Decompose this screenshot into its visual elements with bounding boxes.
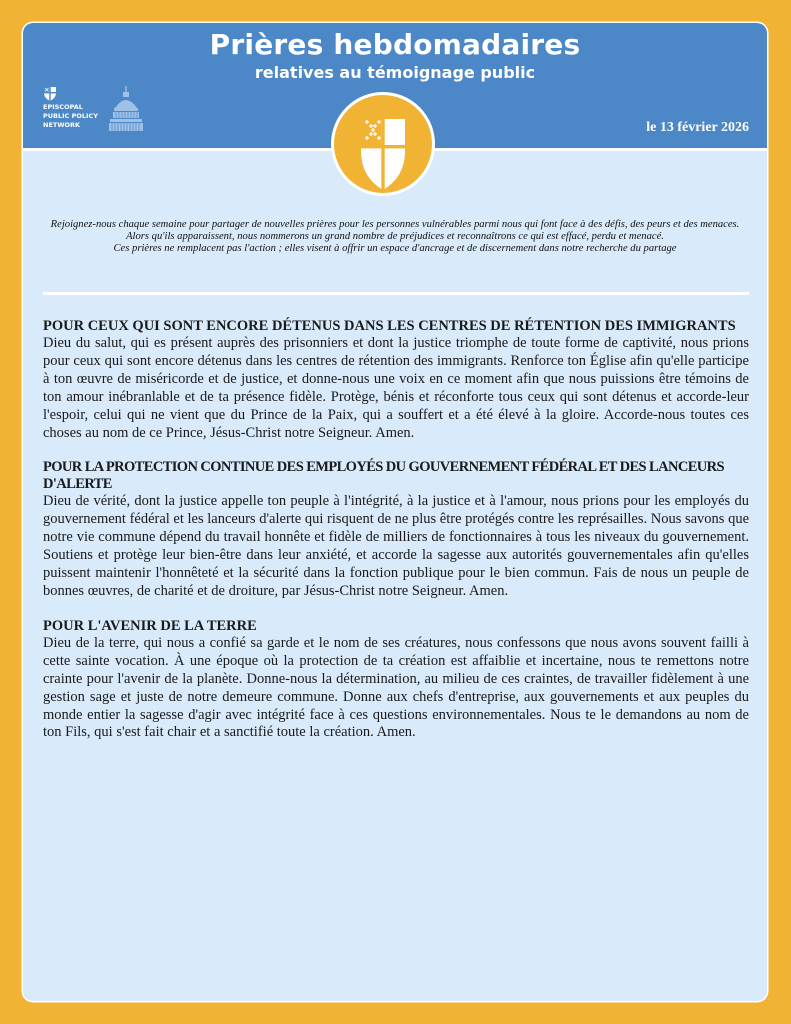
logo-line-3: NETWORK: [43, 121, 81, 129]
prayer-title: POUR CEUX QUI SONT ENCORE DÉTENUS DANS LES CENTRES DE RÉTENTION DES IMMIGRANTS: [43, 318, 736, 334]
prayers-content: [43, 318, 749, 759]
intro-text: [43, 219, 747, 254]
capitol-dome-icon: [109, 86, 143, 132]
intro-note: Ces prières ne remplacent pas l'action ; elles visent à offrir un espace d'ancrage et de discernement dans notre recherche du partage: [113, 242, 677, 254]
logo-line-2: PUBLIC POLICY: [43, 112, 98, 120]
episcopal-shield-seal: [331, 92, 435, 196]
divider: [43, 292, 749, 295]
episcopal-shield-icon: [43, 86, 57, 101]
episcopal-public-policy-network-logo: [43, 86, 153, 136]
prayer-title: POUR L'AVENIR DE LA TERRE: [43, 617, 257, 634]
intro-paragraph: Rejoignez-nous chaque semaine pour partager de nouvelles prières pour les personnes vulnérables parmi nous qui font face à des défis, des peurs et des menaces. Alors qu'ils apparaissent, nous nommerons un grand nombre de préjudices et reconnaîtrons ce qui est effacé, perdu et menacé.: [50, 219, 740, 242]
prayer-body: Dieu de la terre, qui nous a confié sa garde et le nom de ses créatures, nous confessons que nous avons souvent failli à cette sainte vocation. À une époque où la protection de ta création est affaiblie et incertaine, nous te remettons notre crainte pour l'avenir de la planète. Donne-nous la détermination, au milieu de ces craintes, de travailler fidèlement à une gestion sage et juste de notre demeure commune. Donne aux chefs d'entreprise, aux gouvernements et aux peuples du monde entier la sagesse d'agir avec intégrité face à ces questions environnementales. Nous te le demandons au nom de ton Fils, qui s'est fait chair et a sanctifié toute la création. Amen.: [43, 634, 749, 741]
prayer-section: [43, 618, 749, 742]
page-title: Prières hebdomadaires: [209, 28, 581, 61]
prayer-section: [43, 318, 749, 442]
prayer-body: Dieu du salut, qui es présent auprès des prisonniers et dont la justice triomphe de toute forme de captivité, nous prions pour ceux qui sont encore détenus dans les centres de rétention des immigrants. Renforce ton Église afin qu'elle participe à ton œuvre de miséricorde et de justice, et donne-nous une voix en ce moment afin que nous puissions être témoins de ton amour inébranlable et de ta présence fidèle. Protège, bénis et réconforte tous ceux qui sont détenus et accorde-leur l'espoir, celui qui ne vient que du Prince de la Paix, qui a souffert et a été élevé à la gloire. Accorde-nous toutes ces choses au nom de ce Prince, Jésus-Christ notre Seigneur. Amen.: [43, 335, 749, 441]
prayer-body: Dieu de vérité, dont la justice appelle ton peuple à l'intégrité, à la justice et à l'amour, nous prions pour les employés du gouvernement fédéral et les lanceurs d'alerte qui risquent de ne plus être protégés contre les représailles. Nous savons que notre vie commune dépend du travail honnête et fidèle de milliers de fonctionnaires à tous les niveaux du gouvernement. Soutiens et protège leur bien-être dans leur anxiété, et accorde la sagesse aux autorités gouvernementales afin qu'elles puissent maintenir l'honnêteté et la sécurité dans la fonction publique pour le bien commun. Fais de nous un peuple de bonnes œuvres, de charité et de droiture, par Jésus-Christ notre Seigneur. Amen.: [43, 493, 750, 599]
prayer-title: POUR LA PROTECTION CONTINUE DES EMPLOYÉS DU GOUVERNEMENT FÉDÉRAL ET DES LANCEURS D'ALERTE: [43, 459, 725, 493]
episcopal-shield-seal-icon: [334, 95, 432, 193]
logo-line-1: EPISCOPAL: [43, 103, 83, 111]
prayer-section: [43, 459, 749, 600]
logo-text: [43, 103, 98, 130]
page-panel: [23, 23, 767, 1001]
date-label: le 13 février 2026: [646, 120, 749, 135]
page-subtitle: relatives au témoignage public: [254, 63, 536, 82]
